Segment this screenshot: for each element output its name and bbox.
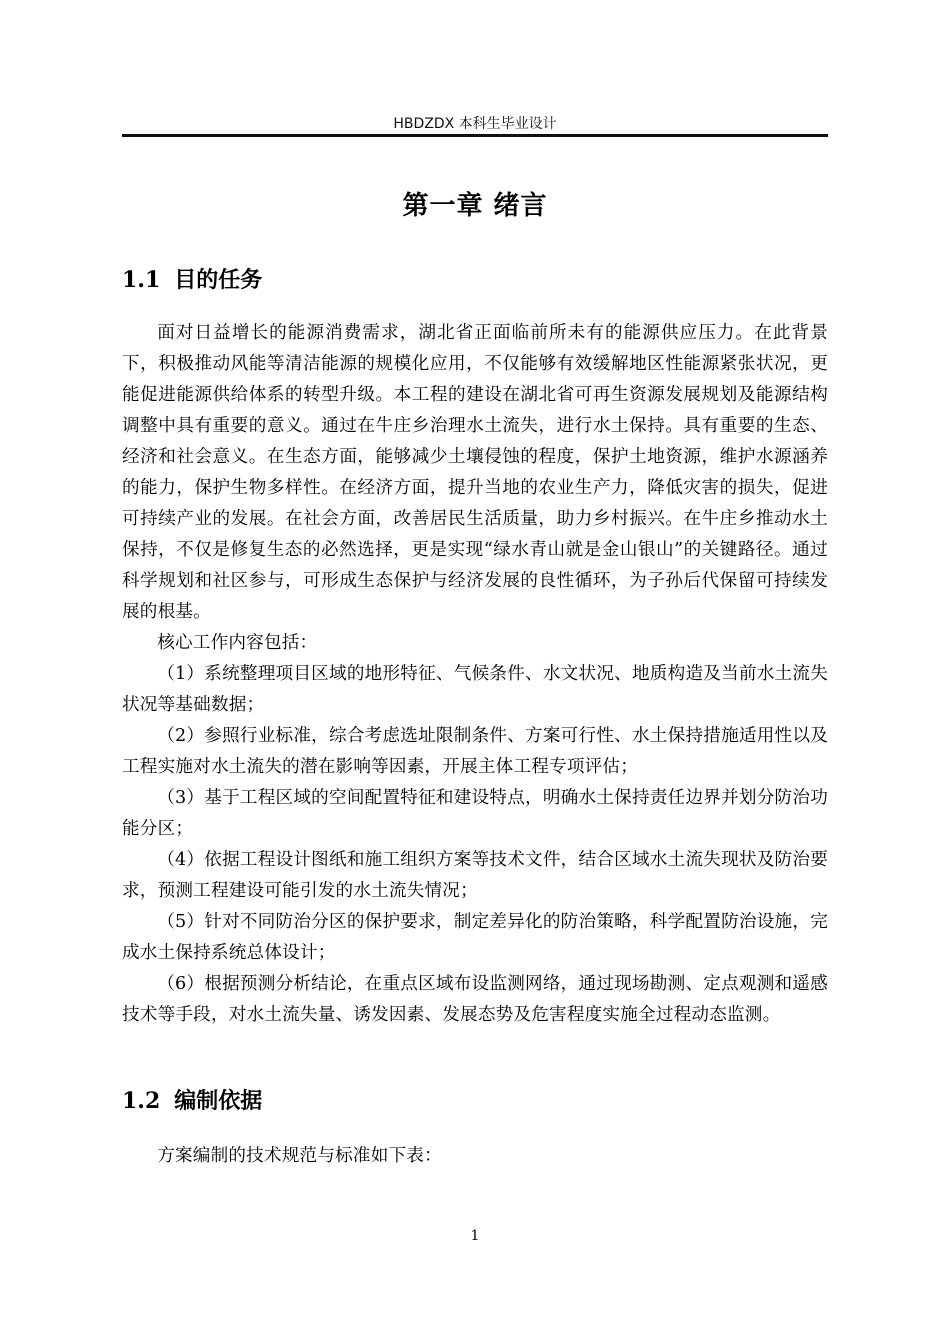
- intro-paragraph: 面对日益增长的能源消费需求，湖北省正面临前所未有的能源供应压力。在此背景下，积极推动风能等清洁能源的规模化应用，不仅能够有效缓解地区性能源紧张状况，更能促进能源供给体系的转型升级。本工程的建设在湖北省可再生资源发展规划及能源结构调整中具有重要的意义。通过在牛庄乡治理水土流失，进行水土保持。具有重要的生态、经济和社会意义。在生态方面，能够减少土壤侵蚀的程度，保护土地资源，维护水源涵养的能力，保护生物多样性。在经济方面，提升当地的农业生产力，降低灾害的损失，促进可持续产业的发展。在社会方面，改善居民生活质量，助力乡村振兴。在牛庄乡推动水土保持，不仅是修复生态的必然选择，更是实现“绿水青山就是金山银山”的关键路径。通过科学规划和社区参与，可形成生态保护与经济发展的良性循环，为子孙后代保留可持续发展的根基。: [122, 323, 828, 622]
- section-heading-1-2: [122, 1083, 828, 1120]
- task-item: （1）系统整理项目区域的地形特征、气候条件、水文状况、地质构造及当前水土流失状况等基础数据；: [122, 664, 828, 715]
- section-number: 1.1: [122, 267, 161, 293]
- task-item: （4）依据工程设计图纸和施工组织方案等技术文件，结合区域水土流失现状及防治要求，预测工程建设可能引发的水土流失情况；: [122, 850, 828, 901]
- section-number: 1.2: [122, 1088, 161, 1114]
- section-1-1-body: [122, 318, 828, 1031]
- basis-paragraph: 方案编制的技术规范与标准如下表：: [157, 1146, 442, 1166]
- section-1-2-body: [122, 1141, 828, 1172]
- tasks-intro: 核心工作内容包括：: [157, 633, 318, 653]
- section-heading-1-1: [122, 262, 828, 299]
- page-header: HBDZDX 本科生毕业设计: [393, 116, 557, 132]
- header-divider: [122, 134, 828, 137]
- task-item: （2）参照行业标准，综合考虑选址限制条件、方案可行性、水土保持措施适用性以及工程实施对水土流失的潜在影响等因素，开展主体工程专项评估；: [122, 726, 828, 777]
- chapter-title: 第一章 绪言: [402, 191, 548, 221]
- section-title: 目的任务: [174, 268, 263, 293]
- task-item: （6）根据预测分析结论，在重点区域布设监测网络，通过现场勘测、定点观测和遥感技术等手段，对水土流失量、诱发因素、发展态势及危害程度实施全过程动态监测。: [122, 974, 828, 1025]
- task-item: （5）针对不同防治分区的保护要求，制定差异化的防治策略，科学配置防治设施，完成水土保持系统总体设计；: [122, 912, 828, 963]
- page-number: 1: [470, 1228, 480, 1244]
- task-item: （3）基于工程区域的空间配置特征和建设特点，明确水土保持责任边界并划分防治功能分区；: [122, 788, 828, 839]
- section-title: 编制依据: [174, 1089, 263, 1114]
